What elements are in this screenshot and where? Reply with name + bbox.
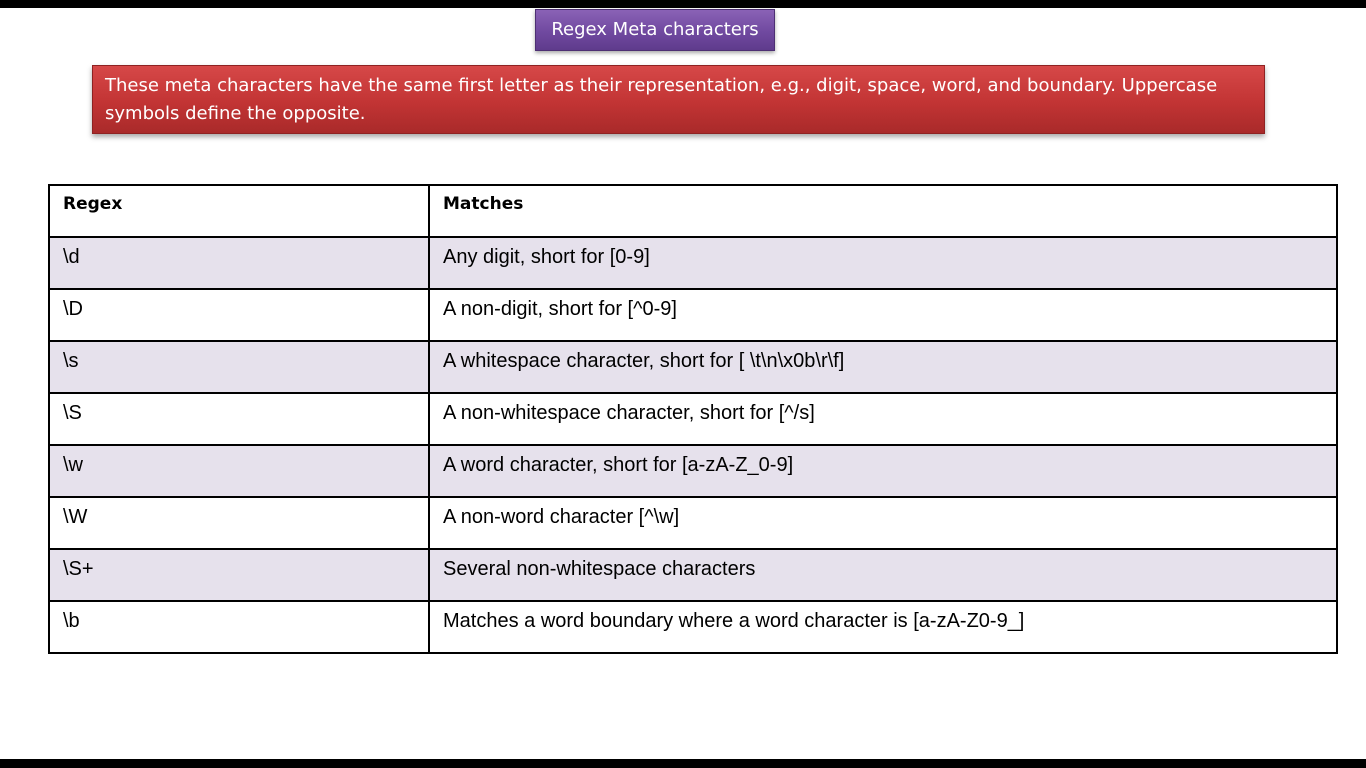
regex-cell: \d (49, 237, 429, 289)
matches-cell: A whitespace character, short for [ \t\n\x0b\r\f] (429, 341, 1337, 393)
column-header-regex: Regex (49, 185, 429, 237)
matches-cell: A non-word character [^\w] (429, 497, 1337, 549)
top-frame-bar (0, 0, 1366, 8)
table-row (49, 445, 1337, 497)
matches-cell: Any digit, short for [0-9] (429, 237, 1337, 289)
regex-cell: \b (49, 601, 429, 653)
regex-cell: \w (49, 445, 429, 497)
table-row (49, 289, 1337, 341)
regex-cell: \W (49, 497, 429, 549)
table-row (49, 549, 1337, 601)
matches-cell: A non-whitespace character, short for [^/s] (429, 393, 1337, 445)
matches-cell: A non-digit, short for [^0-9] (429, 289, 1337, 341)
regex-cell: \s (49, 341, 429, 393)
table-header-row (49, 185, 1337, 237)
column-header-matches: Matches (429, 185, 1337, 237)
slide-title: Regex Meta characters (535, 9, 775, 51)
table-row (49, 601, 1337, 653)
table-row (49, 497, 1337, 549)
table-row (49, 341, 1337, 393)
regex-cell: \S (49, 393, 429, 445)
matches-cell: A word character, short for [a-zA-Z_0-9] (429, 445, 1337, 497)
matches-cell: Matches a word boundary where a word character is [a-zA-Z0-9_] (429, 601, 1337, 653)
regex-cell: \D (49, 289, 429, 341)
matches-cell: Several non-whitespace characters (429, 549, 1337, 601)
regex-cell: \S+ (49, 549, 429, 601)
regex-table (48, 184, 1338, 654)
table-row (49, 393, 1337, 445)
table-row (49, 237, 1337, 289)
note-callout: These meta characters have the same first letter as their representation, e.g., digit, space, word, and boundary. Uppercase symbols define the opposite. (92, 65, 1265, 134)
bottom-frame-bar (0, 759, 1366, 768)
